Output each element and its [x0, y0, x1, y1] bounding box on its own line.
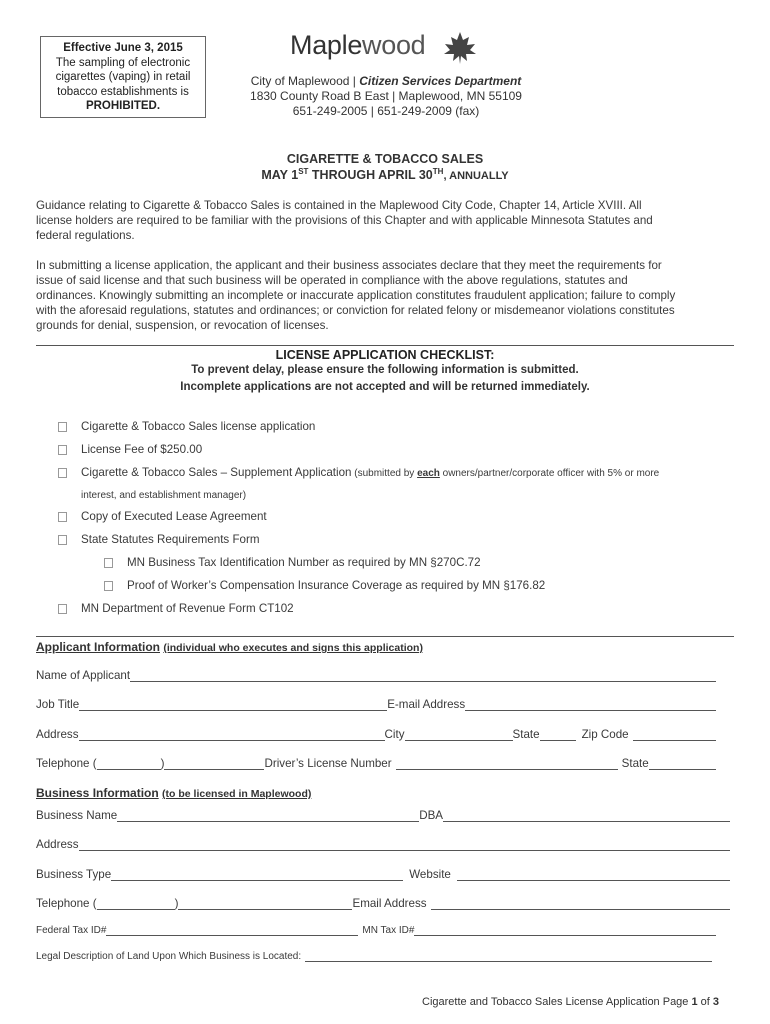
business-email-label: Email Address — [352, 897, 427, 910]
title-sup: ST — [298, 167, 309, 176]
logo-text-light: wood — [362, 30, 426, 60]
checklist-item-label: Cigarette & Tobacco Sales – Supplement Application — [81, 466, 352, 479]
supplement-note-continued — [81, 488, 246, 501]
paragraph-line: Guidance relating to Cigarette & Tobacco Sales is contained in the Maplewood City Code, Chapter 14, Article XVIII. All — [36, 199, 642, 212]
page-number: 1 — [691, 996, 698, 1008]
drivers-license-label: Driver’s License Number — [264, 757, 392, 770]
business-telephone-label: Telephone ( — [36, 897, 97, 910]
checkbox[interactable] — [104, 558, 113, 568]
street-address: 1830 County Road B East | Maplewood, MN 55109 — [250, 89, 522, 103]
business-name-label: Business Name — [36, 809, 118, 822]
document-title: CIGARETTE & TOBACCO SALES — [286, 152, 484, 166]
business-info-heading — [36, 786, 311, 800]
maplewood-logo — [290, 30, 425, 61]
guidance-paragraph — [36, 198, 736, 243]
checkbox[interactable] — [58, 512, 67, 522]
title-part: , ANNUALLY — [443, 170, 509, 183]
city-label: City — [384, 728, 405, 741]
checklist-item[interactable] — [58, 443, 202, 456]
checklist-item-label: MN Business Tax Identification Number as required by MN §270C.72 — [127, 556, 481, 569]
job-title-field[interactable] — [79, 700, 387, 711]
checklist-item-label: State Statutes Requirements Form — [81, 533, 260, 546]
applicant-name-field[interactable] — [130, 671, 716, 682]
title-part: THROUGH APRIL 30 — [308, 168, 433, 183]
business-address-label: Address — [36, 838, 79, 851]
mn-tax-field[interactable] — [414, 927, 716, 936]
applicant-phone-row — [36, 757, 716, 770]
supplement-note: owners/partner/corporate officer with 5% or more — [439, 468, 660, 479]
supplement-note: interest, and establishment manager) — [81, 490, 247, 501]
business-phone-row — [36, 897, 730, 910]
dl-state-label: State — [621, 757, 649, 770]
telephone-field[interactable] — [164, 759, 264, 770]
paragraph-line: with the aforesaid regulations, statutes and ordinances; or conviction for related felony or misdemeanor violations constitutes — [36, 304, 675, 317]
phone-numbers: 651-249-2005 | 651-249-2009 (fax) — [292, 104, 480, 118]
title-part: MAY 1 — [261, 168, 299, 183]
applicant-info-heading — [36, 640, 423, 654]
legal-description-field[interactable] — [305, 953, 712, 962]
title-sup: TH — [432, 167, 444, 176]
notice-line: The sampling of electronic — [55, 56, 191, 69]
zip-field[interactable] — [633, 730, 716, 741]
job-title-label: Job Title — [36, 698, 80, 711]
section-heading-text: Applicant Information — [36, 640, 160, 654]
address-field[interactable] — [79, 730, 385, 741]
tax-id-row — [36, 925, 716, 936]
federal-tax-field[interactable] — [106, 927, 358, 936]
email-field[interactable] — [465, 700, 716, 711]
department-line — [236, 74, 536, 89]
business-telephone-field[interactable] — [178, 899, 352, 910]
checklist-item[interactable] — [58, 466, 659, 479]
business-address-row — [36, 838, 730, 851]
document-subtitle — [0, 167, 770, 182]
supplement-note: (submitted by — [351, 468, 418, 479]
section-heading-text: Business Information — [36, 786, 159, 800]
checkbox[interactable] — [58, 535, 67, 545]
address-label: Address — [36, 728, 79, 741]
section-divider — [36, 345, 734, 346]
paragraph-line: In submitting a license application, the applicant and their business associates declare that they meet the requirements for — [36, 259, 662, 272]
checkbox[interactable] — [58, 604, 67, 614]
federal-tax-label: Federal Tax ID# — [36, 925, 107, 936]
paragraph-line: license holders are required to be familiar with the provisions of this Chapter and with applicable Minnesota Statutes and — [36, 214, 653, 227]
applicant-address-row — [36, 728, 716, 741]
logo-text-main: Maple — [290, 30, 363, 60]
checkbox[interactable] — [104, 581, 113, 591]
state-label: State — [512, 728, 540, 741]
city-field[interactable] — [405, 730, 513, 741]
checklist-item[interactable] — [58, 420, 315, 433]
telephone-label: Telephone ( — [36, 757, 97, 770]
business-type-row — [36, 868, 730, 881]
maple-leaf-icon — [440, 30, 480, 66]
mn-tax-label: MN Tax ID# — [362, 925, 415, 936]
department-name: Citizen Services Department — [359, 74, 522, 88]
footer-of: of — [697, 996, 713, 1008]
checklist-subitem[interactable] — [104, 556, 481, 569]
applicant-name-row — [36, 669, 716, 682]
checkbox[interactable] — [58, 445, 67, 455]
checklist-item[interactable] — [58, 533, 260, 546]
business-type-label: Business Type — [36, 868, 112, 881]
checklist-item[interactable] — [58, 602, 294, 615]
prohibition-notice — [40, 36, 206, 118]
paragraph-line: grounds for denial, suspension, or revocation of licenses. — [36, 319, 329, 332]
state-field[interactable] — [540, 730, 576, 741]
website-label: Website — [409, 868, 451, 881]
dl-state-field[interactable] — [649, 759, 716, 770]
business-email-field[interactable] — [431, 899, 730, 910]
job-title-row — [36, 698, 716, 711]
checklist-item-label: Cigarette & Tobacco Sales license application — [81, 420, 316, 433]
checkbox[interactable] — [58, 468, 67, 478]
page-total: 3 — [712, 996, 720, 1008]
declaration-paragraph — [36, 258, 736, 333]
city-prefix: City of Maplewood | — [250, 74, 360, 88]
applicant-name-label: Name of Applicant — [36, 669, 131, 682]
checkbox[interactable] — [58, 422, 67, 432]
website-field[interactable] — [457, 870, 730, 881]
paren-close: ) — [174, 897, 179, 910]
notice-prohibited: PROHIBITED. — [85, 100, 161, 112]
legal-description-label: Legal Description of Land Upon Which Business is Located: — [36, 951, 302, 962]
checklist-item-label: Copy of Executed Lease Agreement — [81, 510, 267, 523]
checklist-item-label: License Fee of $250.00 — [81, 443, 203, 456]
checklist-subtitle: Incomplete applications are not accepted and will be returned immediately. — [180, 381, 590, 393]
checklist-subitem[interactable] — [104, 579, 545, 592]
business-type-field[interactable] — [111, 870, 403, 881]
checklist-subtitle: To prevent delay, please ensure the following information is submitted. — [191, 364, 579, 376]
dba-field[interactable] — [443, 811, 730, 822]
footer-text: Cigarette and Tobacco Sales License Application Page — [422, 996, 692, 1008]
dba-label: DBA — [419, 809, 444, 822]
legal-description-row — [36, 951, 712, 962]
supplement-note-each: each — [417, 468, 440, 479]
zip-label: Zip Code — [581, 728, 629, 741]
paragraph-line: issue of said license and that such business will be operated in compliance with the above regulations, statutes and — [36, 274, 628, 287]
notice-line: tobacco establishments is — [57, 85, 189, 98]
paragraph-line: ordinances. Knowingly submitting an incomplete or inaccurate application constitutes fraudulent application; failure to comply — [36, 289, 676, 302]
drivers-license-field[interactable] — [396, 759, 618, 770]
business-address-field[interactable] — [79, 840, 730, 851]
department-address — [236, 74, 536, 119]
checklist-item[interactable] — [58, 510, 267, 523]
section-heading-note: (individual who executes and signs this application) — [163, 642, 423, 654]
page-footer — [422, 996, 719, 1008]
notice-line: cigarettes (vaping) in retail — [55, 71, 191, 83]
business-name-field[interactable] — [117, 811, 419, 822]
area-code-field[interactable] — [97, 759, 161, 770]
notice-effective-date: Effective June 3, 2015 — [63, 42, 183, 54]
email-label: E-mail Address — [387, 698, 466, 711]
paragraph-line: federal regulations. — [36, 229, 135, 242]
business-area-code-field[interactable] — [97, 899, 175, 910]
checklist-item-label: Proof of Worker’s Compensation Insurance Coverage as required by MN §176.82 — [127, 579, 546, 592]
section-divider — [36, 636, 734, 637]
checklist-item-label: MN Department of Revenue Form CT102 — [81, 602, 294, 615]
business-name-row — [36, 809, 730, 822]
paren-close: ) — [160, 757, 165, 770]
checklist-title: LICENSE APPLICATION CHECKLIST: — [275, 348, 495, 362]
section-heading-note: (to be licensed in Maplewood) — [162, 788, 312, 800]
